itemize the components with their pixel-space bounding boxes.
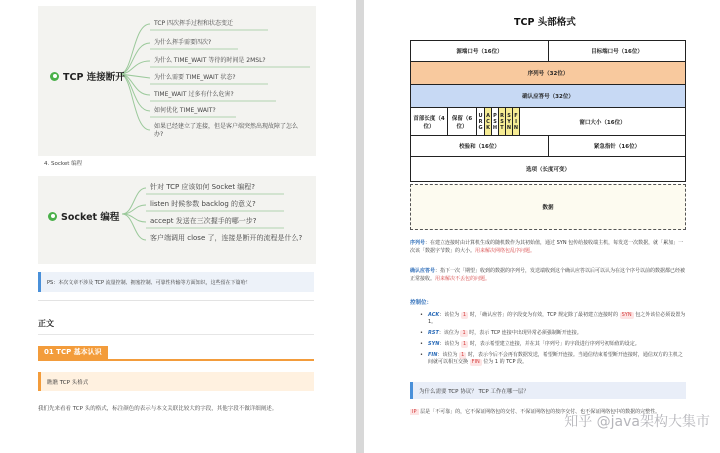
header-len-cell: 首部长度（4位）: [410, 107, 448, 136]
checksum-cell: 校验和（16位）: [410, 135, 549, 157]
seq-cell: 序列号（32位）: [410, 61, 686, 85]
mindmap-tcp-close: [38, 6, 316, 156]
divider: [38, 300, 314, 301]
reserved-cell: 保留（6位）: [447, 107, 477, 136]
mindmap-branch: 如果已经建立了连接，但是客户端突然出现故障了怎么办?: [154, 123, 299, 138]
mindmap-socket: [38, 176, 316, 264]
mindmap-branch: TCP 四次挥手过程和状态变迁: [154, 20, 234, 27]
flag-psh: P S H: [491, 108, 498, 135]
control-bits-label: 控制位：: [410, 300, 433, 306]
ps-note: PS：本次文章不涉及 TCP 流量控制、拥塞控制、可靠性传输等方面知识，这些留在下篇哈！: [38, 272, 314, 292]
flag-syn: S Y N: [505, 108, 512, 135]
mindmap-branch: 针对 TCP 应该如何 Socket 编程?: [150, 183, 256, 191]
mindmap-branch: 如何优化 TIME_WAIT?: [154, 107, 216, 114]
mindmap-root: [50, 69, 125, 83]
left-page: [0, 0, 356, 453]
mindmap-branch: 为什么需要 TIME_WAIT 状态?: [154, 74, 236, 81]
control-bits-list: [420, 312, 686, 370]
ip-paragraph: IP 层是「不可靠」的，它不保证网络包的交付、不保证网络包的按序交付、也不保证网络包中的数据的完整性。: [412, 409, 661, 415]
diagram-title: TCP 头部格式: [514, 17, 576, 28]
mindmap-root: [48, 209, 119, 223]
quote-box: 瞧瞧 TCP 头格式: [38, 372, 314, 391]
mindmap-root-label: Socket 编程: [61, 212, 120, 223]
urgent-cell: 紧急指针（16位）: [548, 135, 686, 157]
list-item: • SYN：该位为 1 时，表示希望建立连接，并在其「序列号」的字段进行序列号初始值的设定。: [420, 341, 686, 348]
mindmap-branch: listen 时候参数 backlog 的意义?: [150, 200, 256, 208]
data-cell: 数据: [410, 184, 686, 230]
section-title: 正文: [38, 319, 54, 328]
mindmap-branch: accept 发送在三次握手的哪一步?: [150, 217, 257, 225]
list-item: • RST：该位为 1 时，表示 TCP 连接中出现异常必须强制断开连接。: [420, 330, 686, 337]
paragraph: 我们先来看看 TCP 头的格式，标注颜色的表示与本文关联比较大的字段，其他字段不做详细阐述。: [38, 406, 278, 412]
mindmap-branch: 客户端调用 close 了，连接是断开的流程是什么?: [150, 234, 303, 242]
flags-cell: [476, 107, 520, 136]
circle-bullet-icon: [48, 212, 57, 221]
flag-rst: R S T: [498, 108, 505, 135]
window-cell: 窗口大小（16位）: [519, 107, 686, 136]
ack-cell: 确认应答号（32位）: [410, 84, 686, 108]
flag-ack: A C K: [484, 108, 491, 135]
subheading: 4. Socket 编程: [44, 161, 83, 167]
h2-heading: [38, 346, 314, 361]
list-item: • ACK：该位为 1 时，「确认应答」的字段变为有效，TCP 规定除了最初建立连接时的 SYN 包之外该位必须设置为 1。: [420, 312, 686, 326]
right-page: [364, 0, 720, 453]
h2-tag: 01 TCP 基本认识: [38, 346, 108, 359]
question-box: 为什么需要 TCP 协议？ TCP 工作在哪一层？: [410, 382, 686, 399]
flag-urg: U R G: [478, 112, 483, 131]
mindmap-branch: 为什么挥手需要四次?: [154, 39, 212, 46]
flag-fin: F I N: [512, 108, 519, 135]
src-port-cell: 源端口号（16位）: [410, 40, 549, 62]
options-cell: 选项（长度可变）: [410, 156, 686, 182]
seq-definition: 序列号：在建立连接时由计算机生成的随机数作为其初始值，通过 SYN 包传给接收端主机，每发送一次数据，就「累加」一次该「数据字节数」的大小。用来解决网络包乱序问题。: [410, 240, 684, 254]
mindmap-branch: TIME_WAIT 过多有什么危害?: [154, 91, 234, 98]
circle-bullet-icon: [50, 72, 59, 81]
ack-definition: 确认应答号：指下一次「期望」收到的数据的序列号，发送端收到这个确认应答以后可以认为在这个序号以前的数据都已经被正常接收。用来解决不丢包的问题。: [410, 268, 686, 282]
mindmap-branch: 为什么 TIME_WAIT 等待的时间是 2MSL?: [154, 57, 266, 64]
dst-port-cell: 目标端口号（16位）: [548, 40, 686, 62]
watermark: 知乎 @java架构大集市: [564, 414, 710, 430]
list-item: • FIN：该位为 1 时，表示今后不会再有数据发送，希望断开连接。当通信结束希望断开连接时，通信双方的主机之间就可以相互交换 FIN 位为 1 的 TCP 段。: [420, 352, 686, 366]
divider: [38, 334, 314, 335]
mindmap-root-label: TCP 连接断开: [63, 72, 125, 83]
